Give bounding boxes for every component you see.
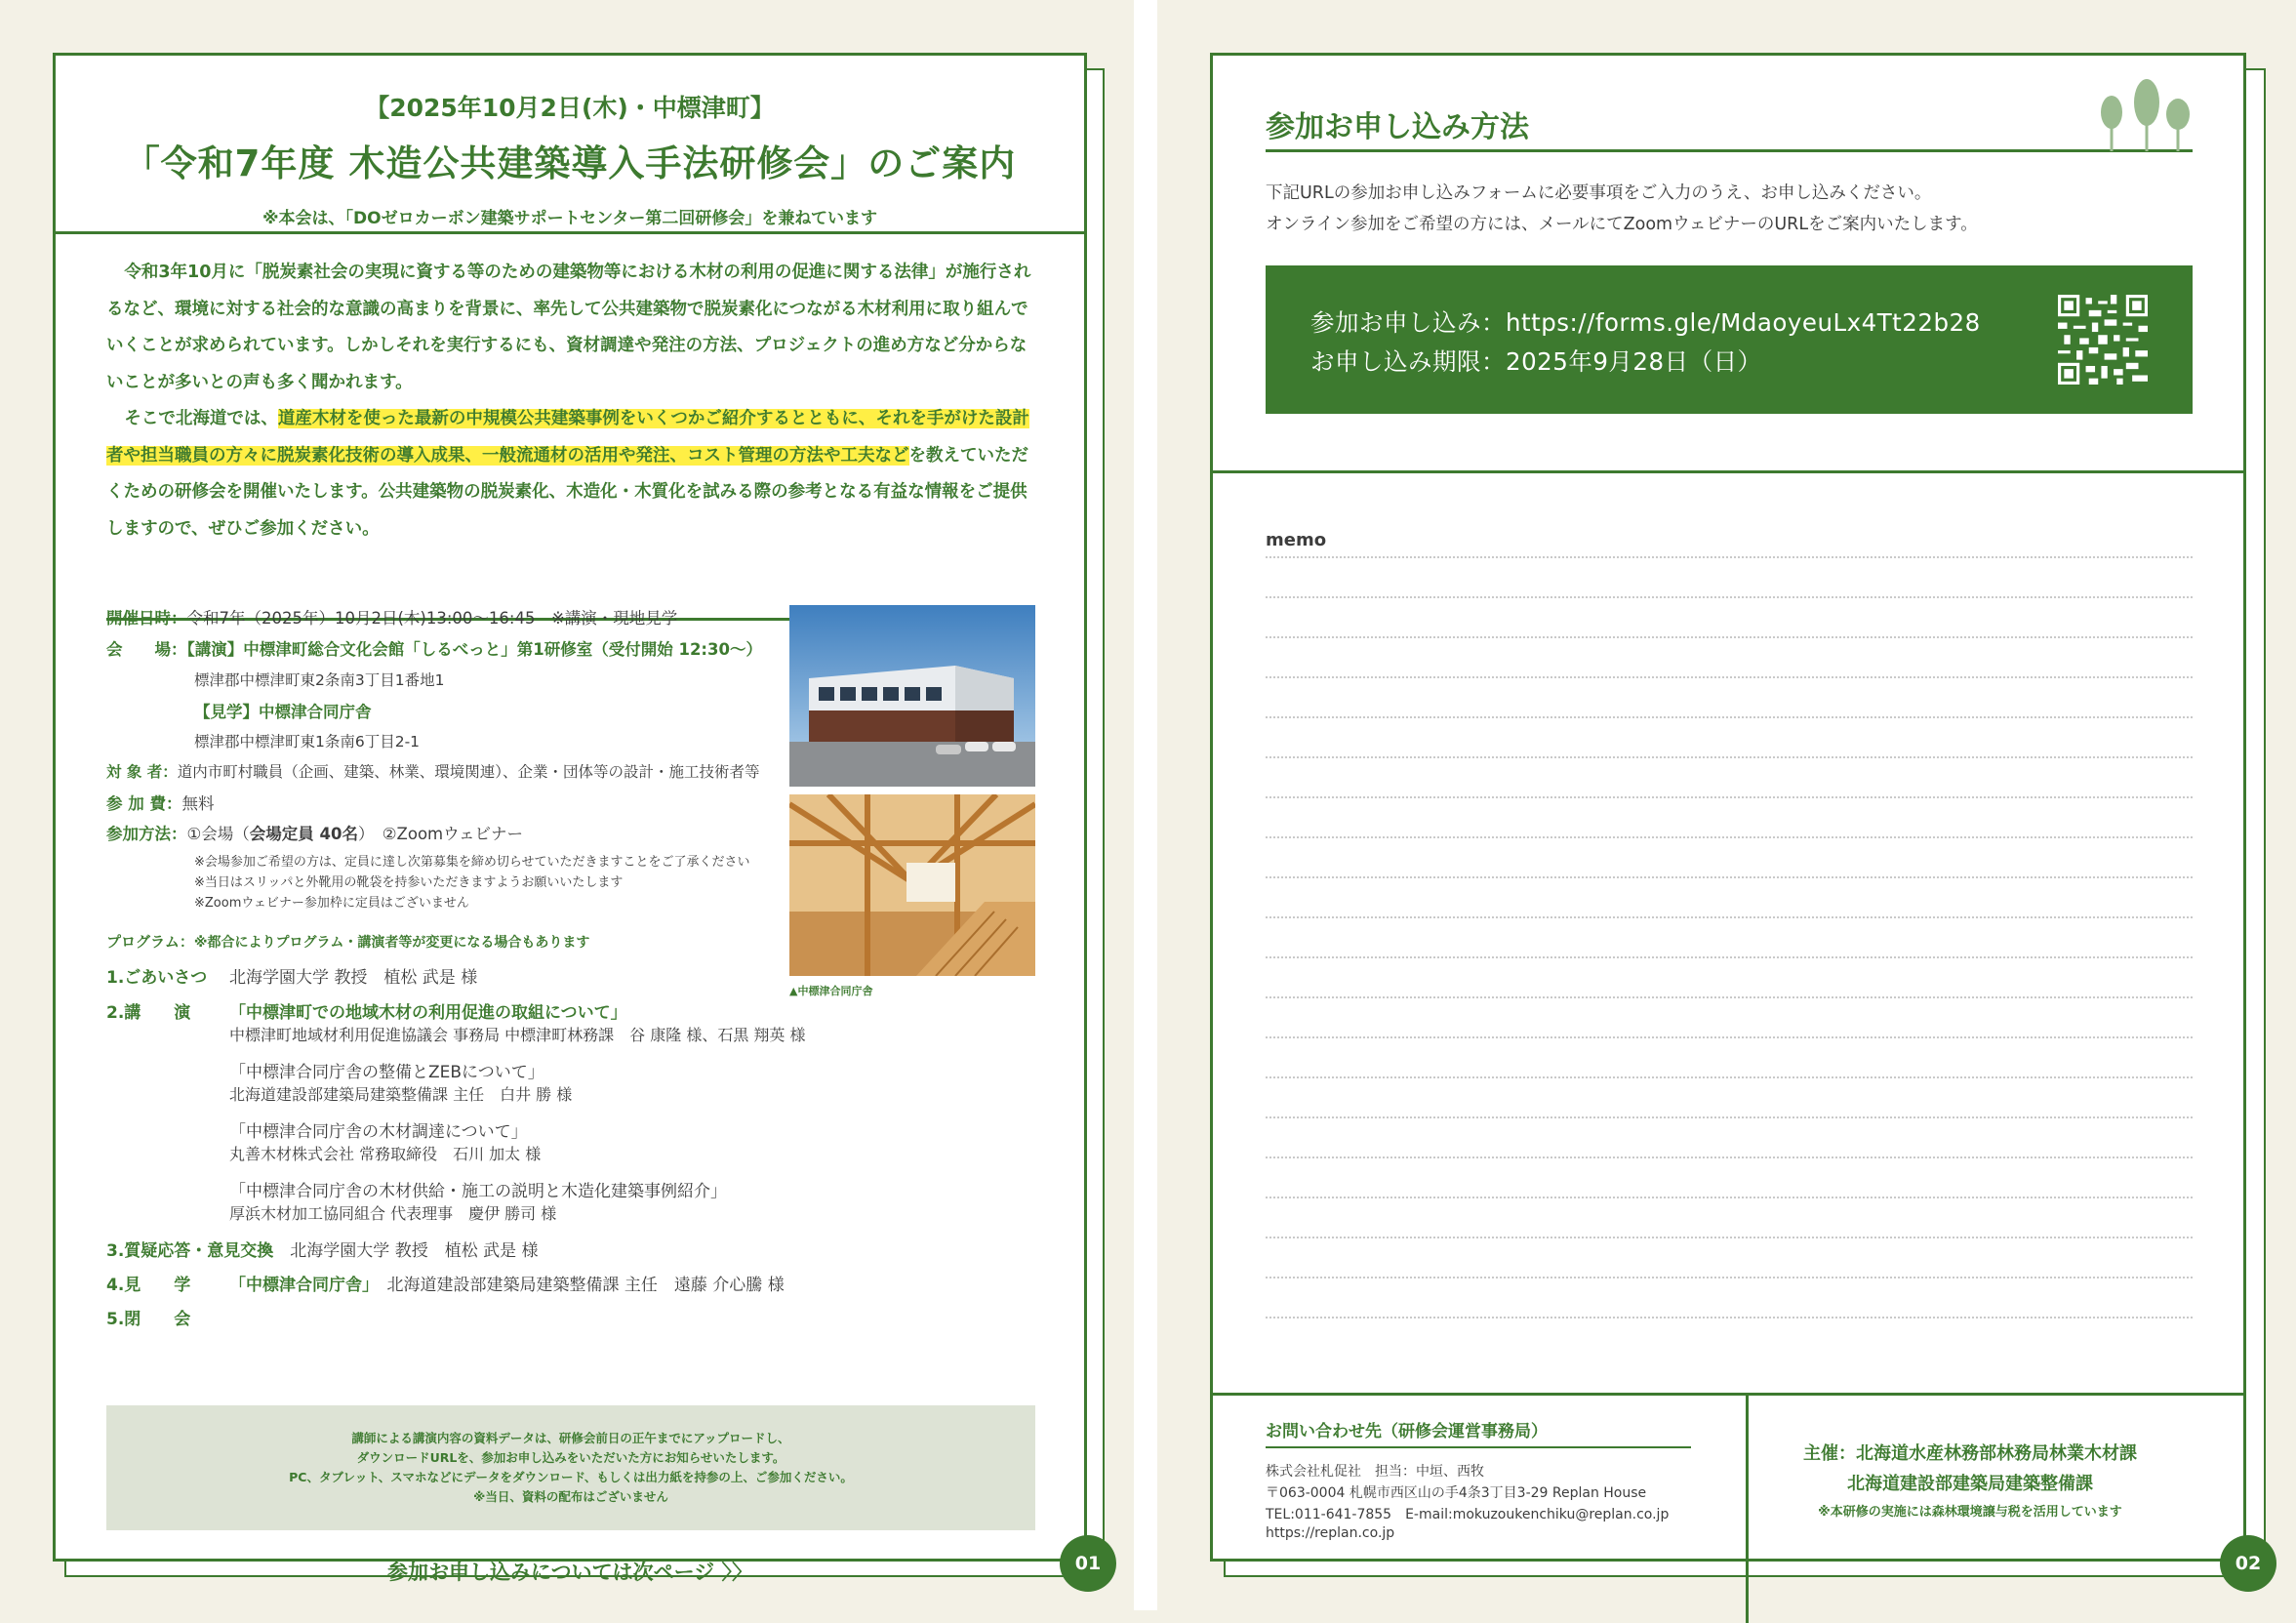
contact-title: お問い合わせ先（研修会運営事務局） <box>1266 1422 1548 1441</box>
building-exterior-photo <box>789 605 1035 787</box>
organizer-1: 主催：北海道水産林務部林務局林業木材課 <box>1803 1443 2137 1464</box>
talk-4-speaker: 厚浜木材加工協同組合 代表理事 慶伊 勝司 様 <box>229 1204 557 1223</box>
program-item-5-label: 5.閉 会 <box>106 1310 191 1329</box>
talk-4-title: 「中標津合同庁舎の木材供給・施工の説明と木造化建築事例紹介」 <box>229 1182 727 1201</box>
footer-divider <box>1213 1393 2243 1396</box>
memo-line <box>1266 756 2193 758</box>
application-deadline: お申し込み期限：2025年9月28日（日） <box>1310 347 1762 376</box>
event-date <box>106 605 677 629</box>
contact-underline <box>1266 1446 1691 1448</box>
memo-line <box>1266 796 2193 798</box>
talk-3-speaker: 丸善木材株式会社 常務取締役 石川 加太 様 <box>229 1145 542 1163</box>
notice-line-4: ※当日、資料の配布はございません <box>473 1489 668 1504</box>
memo-line <box>1266 1237 2193 1238</box>
fee-row <box>106 791 215 814</box>
fee-label: 参 加 費： <box>106 794 182 813</box>
venue-tour-address: 標津郡中標津町東1条南6丁目2-1 <box>194 733 421 751</box>
page1-header <box>56 56 1084 234</box>
venue-tour <box>194 699 372 722</box>
method-note-2: ※当日はスリッパと外靴用の靴袋を持参いただきますようお願いいたします <box>194 875 624 890</box>
event-date-line: 【2025年10月2日(木)・中標津町】 <box>365 94 775 122</box>
notice-line-3: PC、タブレット、スマホなどにデータをダウンロード、もしくは出力紙を持参の上、ご参加ください。 <box>289 1470 853 1484</box>
memo-line <box>1266 716 2193 718</box>
program-heading <box>106 931 589 952</box>
target-value: 道内市町村職員（企画、建築、林業、環境関連）、企業・団体等の設計・施工技術者等 <box>177 763 760 781</box>
intro-p2-lead: そこで北海道では、 <box>124 409 278 428</box>
page1 <box>53 53 1087 1584</box>
program-item-3-text: 北海学園大学 教授 植松 武是 様 <box>290 1241 539 1261</box>
contact-address: 〒063-0004 札幌市西区山の手4条3丁目3-29 Replan House <box>1266 1485 1647 1501</box>
title-underline <box>1266 149 2193 152</box>
program-item-4-title: 「中標津合同庁舎」 <box>229 1276 371 1295</box>
organizer-note: ※本研修の実施には森林環境譲与税を活用しています <box>1818 1505 2122 1520</box>
contact-phone-email[interactable]: TEL:011-641-7855 E-mail:mokuzoukenchiku@replan.co.jp <box>1266 1507 1670 1522</box>
venue-row <box>106 636 762 660</box>
program-label: プログラム： <box>106 933 194 951</box>
intro-paragraph-2 <box>106 401 1035 548</box>
page-number-1: 01 <box>1060 1535 1116 1592</box>
talk-3-title: 「中標津合同庁舎の木材調達について」 <box>229 1122 528 1142</box>
target-row <box>106 760 760 782</box>
date-value: 令和7年（2025年）10月2日(木)13:00～16:45 ※講演・現地見学 <box>186 609 678 628</box>
talk-2-title: 「中標津合同庁舎の整備とZEBについて」 <box>229 1063 544 1082</box>
building-interior-photo <box>789 794 1035 976</box>
intro-text <box>106 255 1035 548</box>
venue-capacity: 会場定員 40名 <box>249 825 359 843</box>
application-description-1: 下記URLの参加お申し込みフォームに必要事項をご入力のうえ、お申し込みください。 <box>1266 183 1932 203</box>
venue-tour-label: 【見学】中標津合同庁舎 <box>194 703 372 721</box>
program-item-5 <box>106 1305 190 1329</box>
program-item-3-label: 3.質疑応答・意見交換 <box>106 1241 274 1261</box>
memo-line <box>1266 556 2193 558</box>
page2 <box>1210 53 2246 1562</box>
section-divider <box>1213 470 2243 473</box>
method-note-3: ※Zoomウェビナー参加枠に定員はございません <box>194 896 469 911</box>
memo-line <box>1266 596 2193 598</box>
program-item-1 <box>106 963 477 988</box>
intro-paragraph-1: 令和3年10月に「脱炭素社会の実現に資する等のための建築物等における木材の利用の促進に関する法律」が施行されるなど、環境に対する社会的な意識の高まりを背景に、率先して公共建築物で脱炭素化につながる木材利用に取り組んでいくことが求められています。しかしそれを実行するにも、資材調達や発注の方法、プロジェクトの進め方など分からないことが多いとの声も多く聞かれます。 <box>106 263 1031 392</box>
application-url[interactable]: 参加お申し込み：https://forms.gle/MdaoyeuLx4Tt22b28 <box>1310 308 1981 337</box>
tree-icon <box>2096 73 2194 151</box>
program-item-1-text: 北海学園大学 教授 植松 武是 様 <box>229 968 478 988</box>
contact-company: 株式会社札促社 担当：中垣、西牧 <box>1266 1464 1484 1480</box>
method-row <box>106 821 523 844</box>
talk-2-speaker: 北海道建設部建築局建築整備課 主任 白井 勝 様 <box>229 1085 573 1104</box>
memo-line <box>1266 876 2193 878</box>
method-label: 参加方法： <box>106 825 187 843</box>
memo-line <box>1266 1277 2193 1278</box>
program-item-2-label: 2.講 演 <box>106 1003 191 1023</box>
talk-1-title: 「中標津町での地域木材の利用促進の取組について」 <box>229 1003 627 1023</box>
memo-line <box>1266 1116 2193 1118</box>
memo-line <box>1266 1156 2193 1158</box>
next-page-link[interactable]: 参加お申し込みについては次ページ 〉〉 <box>387 1561 752 1584</box>
memo-line <box>1266 676 2193 678</box>
page-number-2: 02 <box>2220 1535 2276 1592</box>
target-label: 対 象 者： <box>106 763 178 781</box>
title-note: ※本会は、「DOゼロカーボン建築サポートセンター第二回研修会」を兼ねています <box>262 209 877 228</box>
program-item-3 <box>106 1237 539 1261</box>
memo-label: memo <box>1266 530 1327 550</box>
memo-line <box>1266 1076 2193 1078</box>
program-item-1-label: 1.ごあいさつ <box>106 968 208 988</box>
qr-code-icon[interactable] <box>2058 295 2148 385</box>
memo-line <box>1266 836 2193 838</box>
memo-line <box>1266 996 2193 998</box>
program-item-2 <box>106 998 627 1023</box>
page-title: 「令和7年度 木造公共建築導入手法研修会」のご案内 <box>123 142 1017 184</box>
fee-value: 無料 <box>181 794 215 813</box>
method-note-1: ※会場参加ご希望の方は、定員に達し次第募集を締め切らせていただきますことをご了承ください <box>194 855 750 870</box>
memo-line <box>1266 1317 2193 1319</box>
memo-line <box>1266 916 2193 918</box>
memo-line <box>1266 1197 2193 1198</box>
date-label: 開催日時： <box>106 609 187 628</box>
venue-lecture-address: 標津郡中標津町東2条南3丁目1番地1 <box>194 671 445 689</box>
notice-line-2: ダウンロードURLを、参加お申し込みをいただいた方にお知らせいたします。 <box>356 1450 785 1465</box>
organizer-2: 北海道建設部建築局建築整備課 <box>1847 1474 2093 1494</box>
application-box <box>1266 265 2193 414</box>
notice-line-1: 講師による講演内容の資料データは、研修会前日の正午までにアップロードし、 <box>351 1431 790 1445</box>
memo-line <box>1266 636 2193 638</box>
intro-p2-tail: を教えていただくための研修会を開催いたします。公共建築物の脱炭素化、木造化・木質化を試みる際の参考となる有益な情報をご提供しますので、ぜひご参加ください。 <box>106 445 1028 539</box>
program-note: ※都合によりプログラム・講演者等が変更になる場合もあります <box>193 935 590 951</box>
application-title: 参加お申し込み方法 <box>1266 110 1529 144</box>
intro-highlight: 道産木材を使った最新の中規模公共建築事例をいくつかご紹介するとともに、それを手がけた設計者や担当職員の方々に脱炭素化技術の導入成果、一般流通材の活用や発注、コスト管理の方法や工夫など <box>106 409 1029 466</box>
page-gutter <box>1134 0 1157 1610</box>
program-item-4-label: 4.見 学 <box>106 1276 191 1295</box>
method-value-c: ） ②Zoomウェビナー <box>358 825 523 843</box>
program-item-4 <box>106 1271 785 1295</box>
venue-label: 会 場： <box>106 640 187 659</box>
photo-caption: ▲中標津合同庁舎 <box>789 985 873 997</box>
application-description-2: オンライン参加をご希望の方には、メールにてZoomウェビナーのURLをご案内いたします。 <box>1266 215 1978 234</box>
talk-1-speaker: 中標津町地域材利用促進協議会 事務局 中標津町林務課 谷 康隆 様、石黒 翔英 様 <box>229 1026 806 1044</box>
materials-notice <box>106 1405 1035 1530</box>
contact-website[interactable]: https://replan.co.jp <box>1266 1525 1395 1541</box>
memo-line <box>1266 1036 2193 1038</box>
venue-lecture: 【講演】中標津町総合文化会館「しるべっと」第1研修室（受付開始 12:30～） <box>186 640 762 659</box>
program-item-4-text: 北海道建設部建築局建築整備課 主任 遠藤 介心騰 様 <box>386 1276 785 1295</box>
method-value-a: ①会場（ <box>186 825 250 843</box>
memo-line <box>1266 956 2193 958</box>
